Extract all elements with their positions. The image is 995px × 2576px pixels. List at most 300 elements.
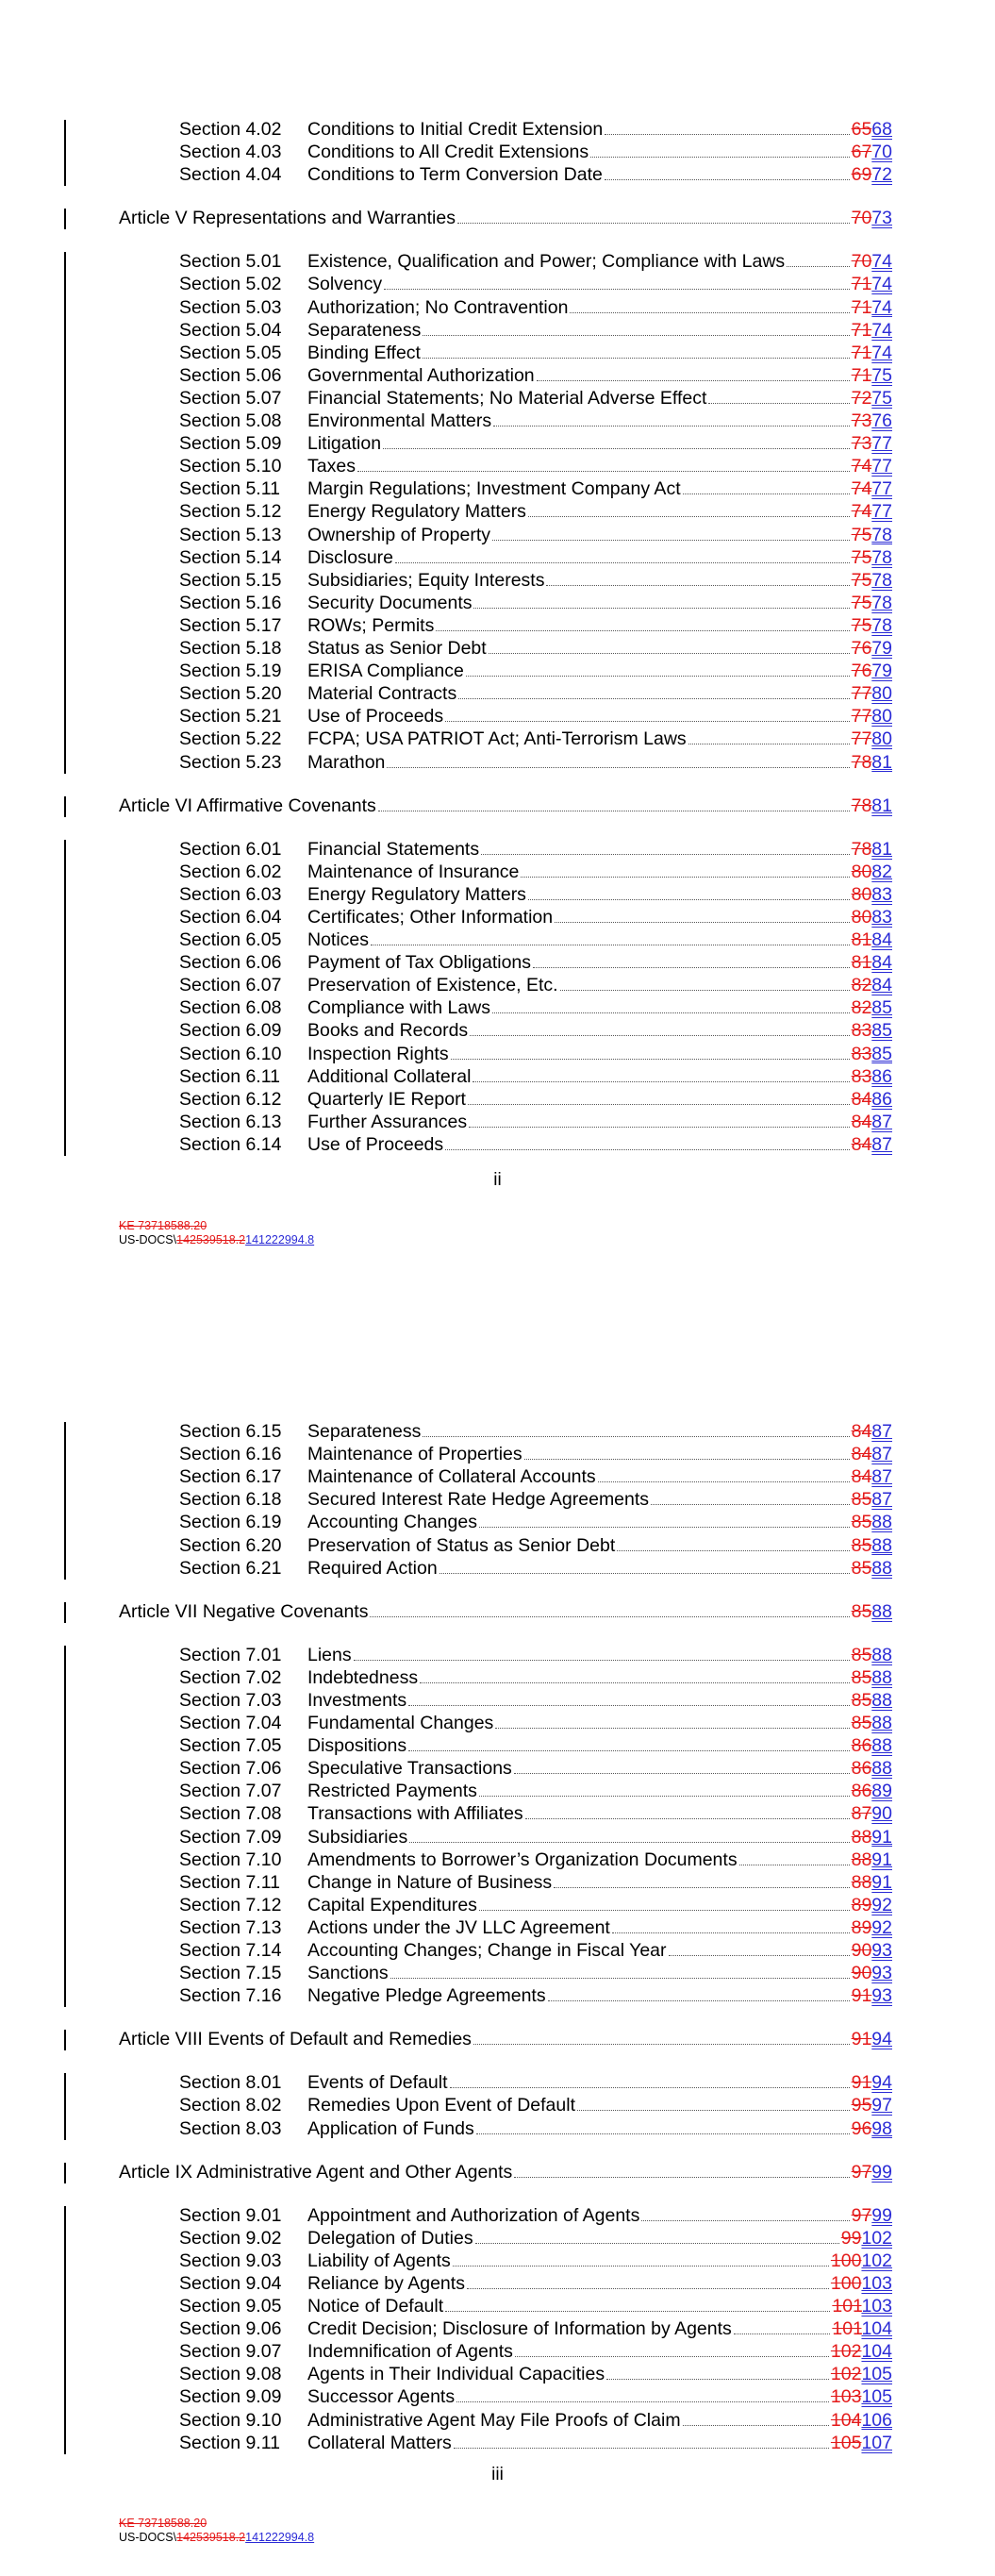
section-number: Section 5.15	[179, 569, 282, 591]
toc-section-entry[interactable]	[179, 141, 892, 163]
deleted-page-number: 101	[832, 2296, 862, 2317]
inserted-page-number: 93	[871, 1985, 892, 2007]
section-number: Section 6.11	[179, 1065, 280, 1087]
toc-section-entry[interactable]	[179, 410, 892, 432]
inserted-page-number: 92	[871, 1894, 892, 1915]
deleted-page-number: 84	[851, 1133, 872, 1155]
toc-section-entry[interactable]	[179, 2071, 892, 2094]
deleted-page-number: 97	[851, 2161, 872, 2183]
deleted-page-number: 74	[851, 478, 872, 500]
section-number: Section 9.07	[179, 2341, 282, 2363]
toc-section-entry[interactable]	[179, 1939, 892, 1962]
page-ref	[852, 906, 892, 928]
section-number: Section 8.03	[179, 2117, 282, 2139]
dot-leader	[570, 296, 849, 313]
page-ref	[852, 637, 892, 660]
toc-section-entry[interactable]	[179, 387, 892, 410]
toc-section-entry[interactable]	[179, 546, 892, 569]
inserted-page-number: 103	[861, 2296, 892, 2317]
section-number: Section 7.11	[179, 1871, 280, 1893]
toc-section-entry[interactable]	[179, 1871, 892, 1894]
section-title: Credit Decision; Disclosure of Information by Agents	[307, 2318, 732, 2340]
page-ref	[831, 2363, 892, 2385]
section-number: Section 5.04	[179, 319, 282, 341]
page-ref	[852, 273, 892, 295]
page-ref	[852, 364, 892, 387]
toc-section-entry[interactable]	[179, 2204, 892, 2227]
toc-section-entry[interactable]	[179, 2317, 892, 2340]
section-number: Section 5.14	[179, 546, 282, 568]
section-title: Payment of Tax Obligations	[307, 952, 532, 974]
deleted-page-number: 89	[851, 1916, 872, 1938]
toc-section-entry[interactable]	[179, 2409, 892, 2432]
dot-leader	[476, 2117, 850, 2134]
dot-leader	[739, 1848, 850, 1865]
article-title: Article VII Negative Covenants	[119, 1600, 369, 1622]
toc-section-entry[interactable]	[179, 569, 892, 592]
toc-section-entry[interactable]	[179, 118, 892, 141]
deleted-page-number: 80	[851, 883, 872, 905]
inserted-page-number: 91	[871, 1848, 892, 1870]
deleted-page-number: 104	[830, 2409, 862, 2431]
inserted-page-number: 88	[871, 1689, 892, 1711]
deleted-page-number: 85	[851, 1534, 872, 1556]
toc-section-entry[interactable]	[179, 1826, 892, 1848]
toc-section-entry[interactable]	[179, 1043, 892, 1065]
section-title: Maintenance of Collateral Accounts	[307, 1466, 596, 1488]
page-ref	[852, 432, 892, 455]
section-title: Restricted Payments	[307, 1781, 477, 1802]
inserted-page-number: 90	[871, 1803, 892, 1825]
inserted-page-number: 87	[871, 1489, 892, 1511]
page-ref	[852, 524, 892, 546]
page-ref	[852, 1644, 892, 1666]
toc-section-entry[interactable]	[179, 1534, 892, 1557]
inserted-page-number: 79	[871, 661, 892, 682]
section-title: Negative Pledge Agreements	[307, 1985, 546, 2007]
inserted-page-number: 89	[871, 1781, 892, 1802]
toc-section-entry[interactable]	[179, 1488, 892, 1511]
footer-doc-inserted: 141222994.8	[245, 2531, 315, 2544]
section-number: Section 5.11	[179, 478, 280, 500]
deleted-page-number: 85	[851, 1557, 872, 1579]
page-ref	[852, 592, 892, 614]
dot-leader	[688, 728, 850, 744]
section-number: Section 5.08	[179, 410, 282, 431]
page-ref	[852, 1488, 892, 1511]
deleted-page-number: 75	[851, 569, 872, 591]
deleted-page-number: 88	[851, 1826, 872, 1848]
deleted-page-number: 84	[851, 1111, 872, 1132]
dot-leader	[787, 250, 849, 267]
page-number: iii	[491, 2465, 504, 2484]
footer-doc-deleted: 142539518.2	[176, 1233, 246, 1246]
section-number: Section 6.19	[179, 1512, 282, 1533]
toc-section-entry[interactable]	[179, 2340, 892, 2363]
toc-section-entry[interactable]	[179, 455, 892, 477]
dot-leader	[590, 141, 850, 158]
toc-article-entry[interactable]	[119, 795, 892, 817]
section-title: Additional Collateral	[307, 1065, 472, 1087]
inserted-page-number: 84	[871, 975, 892, 996]
toc-section-entry[interactable]	[179, 751, 892, 774]
page-ref	[852, 1511, 892, 1533]
toc-section-entry[interactable]	[179, 500, 892, 523]
toc-section-entry[interactable]	[179, 1465, 892, 1488]
toc-section-entry[interactable]	[179, 2094, 892, 2116]
change-bar	[64, 2073, 66, 2139]
deleted-page-number: 84	[851, 1421, 872, 1442]
inserted-page-number: 74	[871, 319, 892, 341]
dot-leader	[533, 951, 850, 968]
section-number: Section 6.13	[179, 1111, 282, 1132]
page-ref	[852, 342, 892, 364]
inserted-page-number: 88	[871, 1534, 892, 1556]
section-number: Section 5.18	[179, 638, 282, 659]
inserted-page-number: 78	[871, 592, 892, 613]
inserted-page-number: 88	[871, 1644, 892, 1665]
inserted-page-number: 87	[871, 1133, 892, 1155]
inserted-page-number: 105	[861, 2386, 892, 2408]
inserted-page-number: 88	[871, 1666, 892, 1688]
toc-section-entry[interactable]	[179, 1443, 892, 1465]
deleted-page-number: 91	[851, 1985, 872, 2007]
toc-section-entry[interactable]	[179, 838, 892, 861]
deleted-page-number: 81	[851, 929, 872, 950]
dot-leader	[479, 1780, 850, 1797]
inserted-page-number: 93	[871, 1963, 892, 1984]
inserted-page-number: 106	[861, 2409, 892, 2431]
toc-section-entry[interactable]	[179, 342, 892, 364]
section-number: Section 5.01	[179, 251, 282, 273]
dot-leader	[457, 207, 850, 224]
inserted-page-number: 81	[871, 838, 892, 860]
section-number: Section 7.05	[179, 1735, 282, 1757]
section-title: Delegation of Duties	[307, 2227, 473, 2249]
inserted-page-number: 82	[871, 861, 892, 882]
inserted-page-number: 73	[871, 208, 892, 229]
dot-leader	[473, 592, 849, 609]
section-number: Section 6.02	[179, 861, 282, 882]
page-ref	[852, 1826, 892, 1848]
toc-section-entry[interactable]	[179, 296, 892, 319]
toc-section-entry[interactable]	[179, 2295, 892, 2317]
toc-section-entry[interactable]	[179, 592, 892, 614]
page-ref	[852, 2094, 892, 2116]
section-title: Required Action	[307, 1557, 438, 1579]
deleted-page-number: 71	[851, 274, 872, 295]
toc-section-entry[interactable]	[179, 273, 892, 295]
section-title: Capital Expenditures	[307, 1894, 477, 1915]
toc-section-entry[interactable]	[179, 477, 892, 500]
deleted-page-number: 86	[851, 1781, 872, 1802]
section-title: Liens	[307, 1644, 352, 1665]
page-ref	[852, 1712, 892, 1734]
toc-section-entry[interactable]	[179, 163, 892, 186]
page-ref	[852, 546, 892, 569]
toc-section-entry[interactable]	[179, 364, 892, 387]
toc-section-entry[interactable]	[179, 1712, 892, 1734]
section-number: Section 5.16	[179, 592, 282, 613]
deleted-page-number: 84	[851, 1444, 872, 1465]
toc-section-entry[interactable]	[179, 1757, 892, 1780]
toc-section-entry[interactable]	[179, 524, 892, 546]
section-title: Events of Default	[307, 2072, 448, 2094]
section-title: Notices	[307, 929, 370, 950]
section-number: Section 6.06	[179, 952, 282, 974]
page-ref	[852, 1088, 892, 1111]
section-number: Section 5.22	[179, 728, 282, 750]
change-bar	[64, 796, 66, 817]
toc-section-entry[interactable]	[179, 1780, 892, 1802]
page-ref	[852, 1962, 892, 1984]
deleted-page-number: 88	[851, 1848, 872, 1870]
toc-section-entry[interactable]	[179, 1644, 892, 1666]
section-title: Investments	[307, 1689, 407, 1711]
section-number: Section 6.01	[179, 838, 282, 860]
toc-article-entry[interactable]	[119, 2028, 892, 2050]
section-title: Transactions with Affiliates	[307, 1803, 523, 1825]
toc-section-entry[interactable]	[179, 682, 892, 705]
section-number: Section 5.13	[179, 524, 282, 545]
deleted-page-number: 85	[851, 1644, 872, 1665]
page-ref	[841, 2227, 892, 2250]
toc-section-entry[interactable]	[179, 1916, 892, 1939]
section-number: Section 9.03	[179, 2250, 282, 2271]
inserted-page-number: 84	[871, 929, 892, 950]
section-title: Notice of Default	[307, 2296, 444, 2317]
deleted-page-number: 86	[851, 1735, 872, 1757]
toc-section-entry[interactable]	[179, 1802, 892, 1825]
dot-leader	[492, 524, 850, 541]
footer-doc-inserted: 141222994.8	[245, 1233, 315, 1246]
toc-section-entry[interactable]	[179, 319, 892, 342]
page-ref	[852, 141, 892, 163]
dot-leader	[371, 928, 850, 945]
section-title: Indebtedness	[307, 1666, 419, 1688]
deleted-page-number: 85	[851, 1666, 872, 1688]
deleted-page-number: 85	[851, 1600, 872, 1622]
page-ref	[852, 1420, 892, 1443]
toc-section-entry[interactable]	[179, 660, 892, 682]
dot-leader	[357, 455, 850, 472]
toc-section-entry[interactable]	[179, 1420, 892, 1443]
section-number: Section 6.05	[179, 929, 282, 950]
toc-section-entry[interactable]	[179, 928, 892, 951]
toc-article-entry[interactable]	[119, 1600, 892, 1623]
toc-page-iii	[0, 1288, 995, 2576]
dot-leader	[515, 2340, 829, 2357]
dot-leader	[641, 2204, 849, 2221]
section-title: Binding Effect	[307, 342, 421, 363]
toc-section-entry[interactable]	[179, 2117, 892, 2140]
section-title: Authorization; No Contravention	[307, 296, 569, 318]
change-bar	[64, 840, 66, 1156]
page-ref	[852, 1133, 892, 1156]
toc-section-entry[interactable]	[179, 2272, 892, 2295]
section-title: Further Assurances	[307, 1111, 468, 1132]
toc-section-entry[interactable]	[179, 861, 892, 883]
section-title: Accounting Changes; Change in Fiscal Year	[307, 1940, 667, 1961]
section-number: Section 6.14	[179, 1133, 282, 1155]
deleted-page-number: 78	[851, 838, 872, 860]
dot-leader	[683, 2409, 829, 2426]
inserted-page-number: 105	[861, 2364, 892, 2385]
toc-section-entry[interactable]	[179, 250, 892, 273]
toc-section-entry[interactable]	[179, 974, 892, 996]
inserted-page-number: 94	[871, 2072, 892, 2094]
section-title: Litigation	[307, 433, 382, 455]
dot-leader	[439, 1557, 850, 1574]
deleted-page-number: 82	[851, 975, 872, 996]
toc-section-entry[interactable]	[179, 1557, 892, 1580]
footer-prefix: US-DOCS\	[119, 1233, 177, 1246]
deleted-page-number: 96	[851, 2117, 872, 2139]
inserted-page-number: 94	[871, 2029, 892, 2050]
section-title: Maintenance of Insurance	[307, 861, 520, 882]
toc-article-entry[interactable]	[119, 207, 892, 229]
page-ref	[852, 1666, 892, 1689]
section-title: Environmental Matters	[307, 410, 492, 431]
footer-doc-deleted: 142539518.2	[176, 2531, 246, 2544]
inserted-page-number: 75	[871, 364, 892, 386]
inserted-page-number: 80	[871, 728, 892, 750]
section-number: Section 5.23	[179, 751, 282, 773]
page-ref	[852, 1848, 892, 1871]
dot-leader	[466, 660, 850, 677]
inserted-page-number: 87	[871, 1466, 892, 1488]
deleted-page-number: 90	[851, 1940, 872, 1961]
toc-section-entry[interactable]	[179, 1734, 892, 1757]
section-title: Reliance by Agents	[307, 2272, 465, 2294]
inserted-page-number: 85	[871, 997, 892, 1019]
deleted-page-number: 83	[851, 1043, 872, 1064]
section-number: Section 4.04	[179, 164, 282, 186]
deleted-page-number: 74	[851, 456, 872, 477]
toc-section-entry[interactable]	[179, 1984, 892, 2007]
page-ref	[852, 1534, 892, 1557]
page-ref	[852, 705, 892, 728]
toc-section-entry[interactable]	[179, 637, 892, 660]
section-number: Section 5.06	[179, 364, 282, 386]
toc-section-entry[interactable]	[179, 2385, 892, 2408]
toc-section-entry[interactable]	[179, 1088, 892, 1111]
dot-leader	[734, 2317, 831, 2334]
toc-section-entry[interactable]	[179, 2363, 892, 2385]
page-ref	[852, 1802, 892, 1825]
deleted-page-number: 67	[851, 142, 872, 163]
toc-article-entry[interactable]	[119, 2161, 892, 2183]
toc-section-entry[interactable]	[179, 2227, 892, 2250]
toc-section-entry[interactable]	[179, 728, 892, 750]
inserted-page-number: 72	[871, 164, 892, 186]
toc-section-entry[interactable]	[179, 1689, 892, 1712]
inserted-page-number: 78	[871, 524, 892, 545]
toc-section-entry[interactable]	[179, 906, 892, 928]
section-number: Section 9.10	[179, 2409, 282, 2431]
inserted-page-number: 74	[871, 251, 892, 273]
dot-leader	[467, 2272, 829, 2289]
section-title: Subsidiaries; Equity Interests	[307, 569, 545, 591]
deleted-page-number: 91	[851, 2029, 872, 2050]
inserted-page-number: 77	[871, 478, 892, 500]
inserted-page-number: 92	[871, 1916, 892, 1938]
dot-leader	[521, 861, 849, 878]
toc-section-entry[interactable]	[179, 1511, 892, 1533]
section-title: Fundamental Changes	[307, 1713, 494, 1733]
section-title: Material Contracts	[307, 683, 457, 705]
change-bar	[64, 209, 66, 229]
toc-section-entry[interactable]	[179, 996, 892, 1019]
deleted-page-number: 97	[851, 2204, 872, 2226]
deleted-page-number: 86	[851, 1758, 872, 1780]
toc-section-entry[interactable]	[179, 883, 892, 906]
section-number: Section 7.10	[179, 1848, 282, 1870]
deleted-page-number: 99	[840, 2227, 862, 2249]
inserted-page-number: 88	[871, 1735, 892, 1757]
dot-leader	[454, 2432, 829, 2449]
dot-leader	[423, 319, 849, 336]
toc-section-entry[interactable]	[179, 2250, 892, 2272]
page-ref	[852, 118, 892, 141]
section-number: Section 6.17	[179, 1466, 282, 1488]
deleted-page-number: 80	[851, 861, 872, 882]
inserted-page-number: 87	[871, 1444, 892, 1465]
footer-deleted-id: KE 73718588.20	[119, 2517, 207, 2530]
toc-section-entry[interactable]	[179, 1848, 892, 1871]
toc-section-entry[interactable]	[179, 614, 892, 637]
toc-section-entry[interactable]	[179, 1111, 892, 1133]
section-title: Preservation of Existence, Etc.	[307, 975, 558, 996]
deleted-page-number: 85	[851, 1713, 872, 1733]
deleted-page-number: 71	[851, 296, 872, 318]
section-title: Use of Proceeds	[307, 1133, 444, 1155]
dot-leader	[408, 1689, 849, 1706]
toc-section-entry[interactable]	[179, 1065, 892, 1088]
deleted-page-number: 77	[851, 728, 872, 750]
page-ref	[852, 974, 892, 996]
toc-section-entry[interactable]	[179, 705, 892, 728]
dot-leader	[395, 546, 850, 563]
dot-leader	[651, 1488, 850, 1505]
dot-leader	[445, 2295, 830, 2312]
section-number: Section 5.19	[179, 661, 282, 682]
page-ref	[831, 2409, 892, 2432]
section-number: Section 7.13	[179, 1916, 282, 1938]
page-ref	[852, 410, 892, 432]
change-bar	[64, 252, 66, 773]
section-number: Section 9.08	[179, 2364, 282, 2385]
page-ref	[852, 1734, 892, 1757]
page-ref	[852, 387, 892, 410]
page-ref	[852, 1111, 892, 1133]
toc-section-entry[interactable]	[179, 1894, 892, 1916]
toc-section-entry[interactable]	[179, 951, 892, 974]
inserted-page-number: 76	[871, 410, 892, 431]
toc-section-entry[interactable]	[179, 1666, 892, 1689]
toc-section-entry[interactable]	[179, 1019, 892, 1042]
deleted-page-number: 75	[851, 546, 872, 568]
section-title: Dispositions	[307, 1735, 407, 1757]
toc-section-entry[interactable]	[179, 1962, 892, 1984]
section-title: Ownership of Property	[307, 524, 491, 545]
toc-section-entry[interactable]	[179, 2432, 892, 2454]
inserted-page-number: 78	[871, 614, 892, 636]
toc-section-entry[interactable]	[179, 432, 892, 455]
toc-section-entry[interactable]	[179, 1133, 892, 1156]
deleted-page-number: 81	[851, 952, 872, 974]
deleted-page-number: 75	[851, 524, 872, 545]
